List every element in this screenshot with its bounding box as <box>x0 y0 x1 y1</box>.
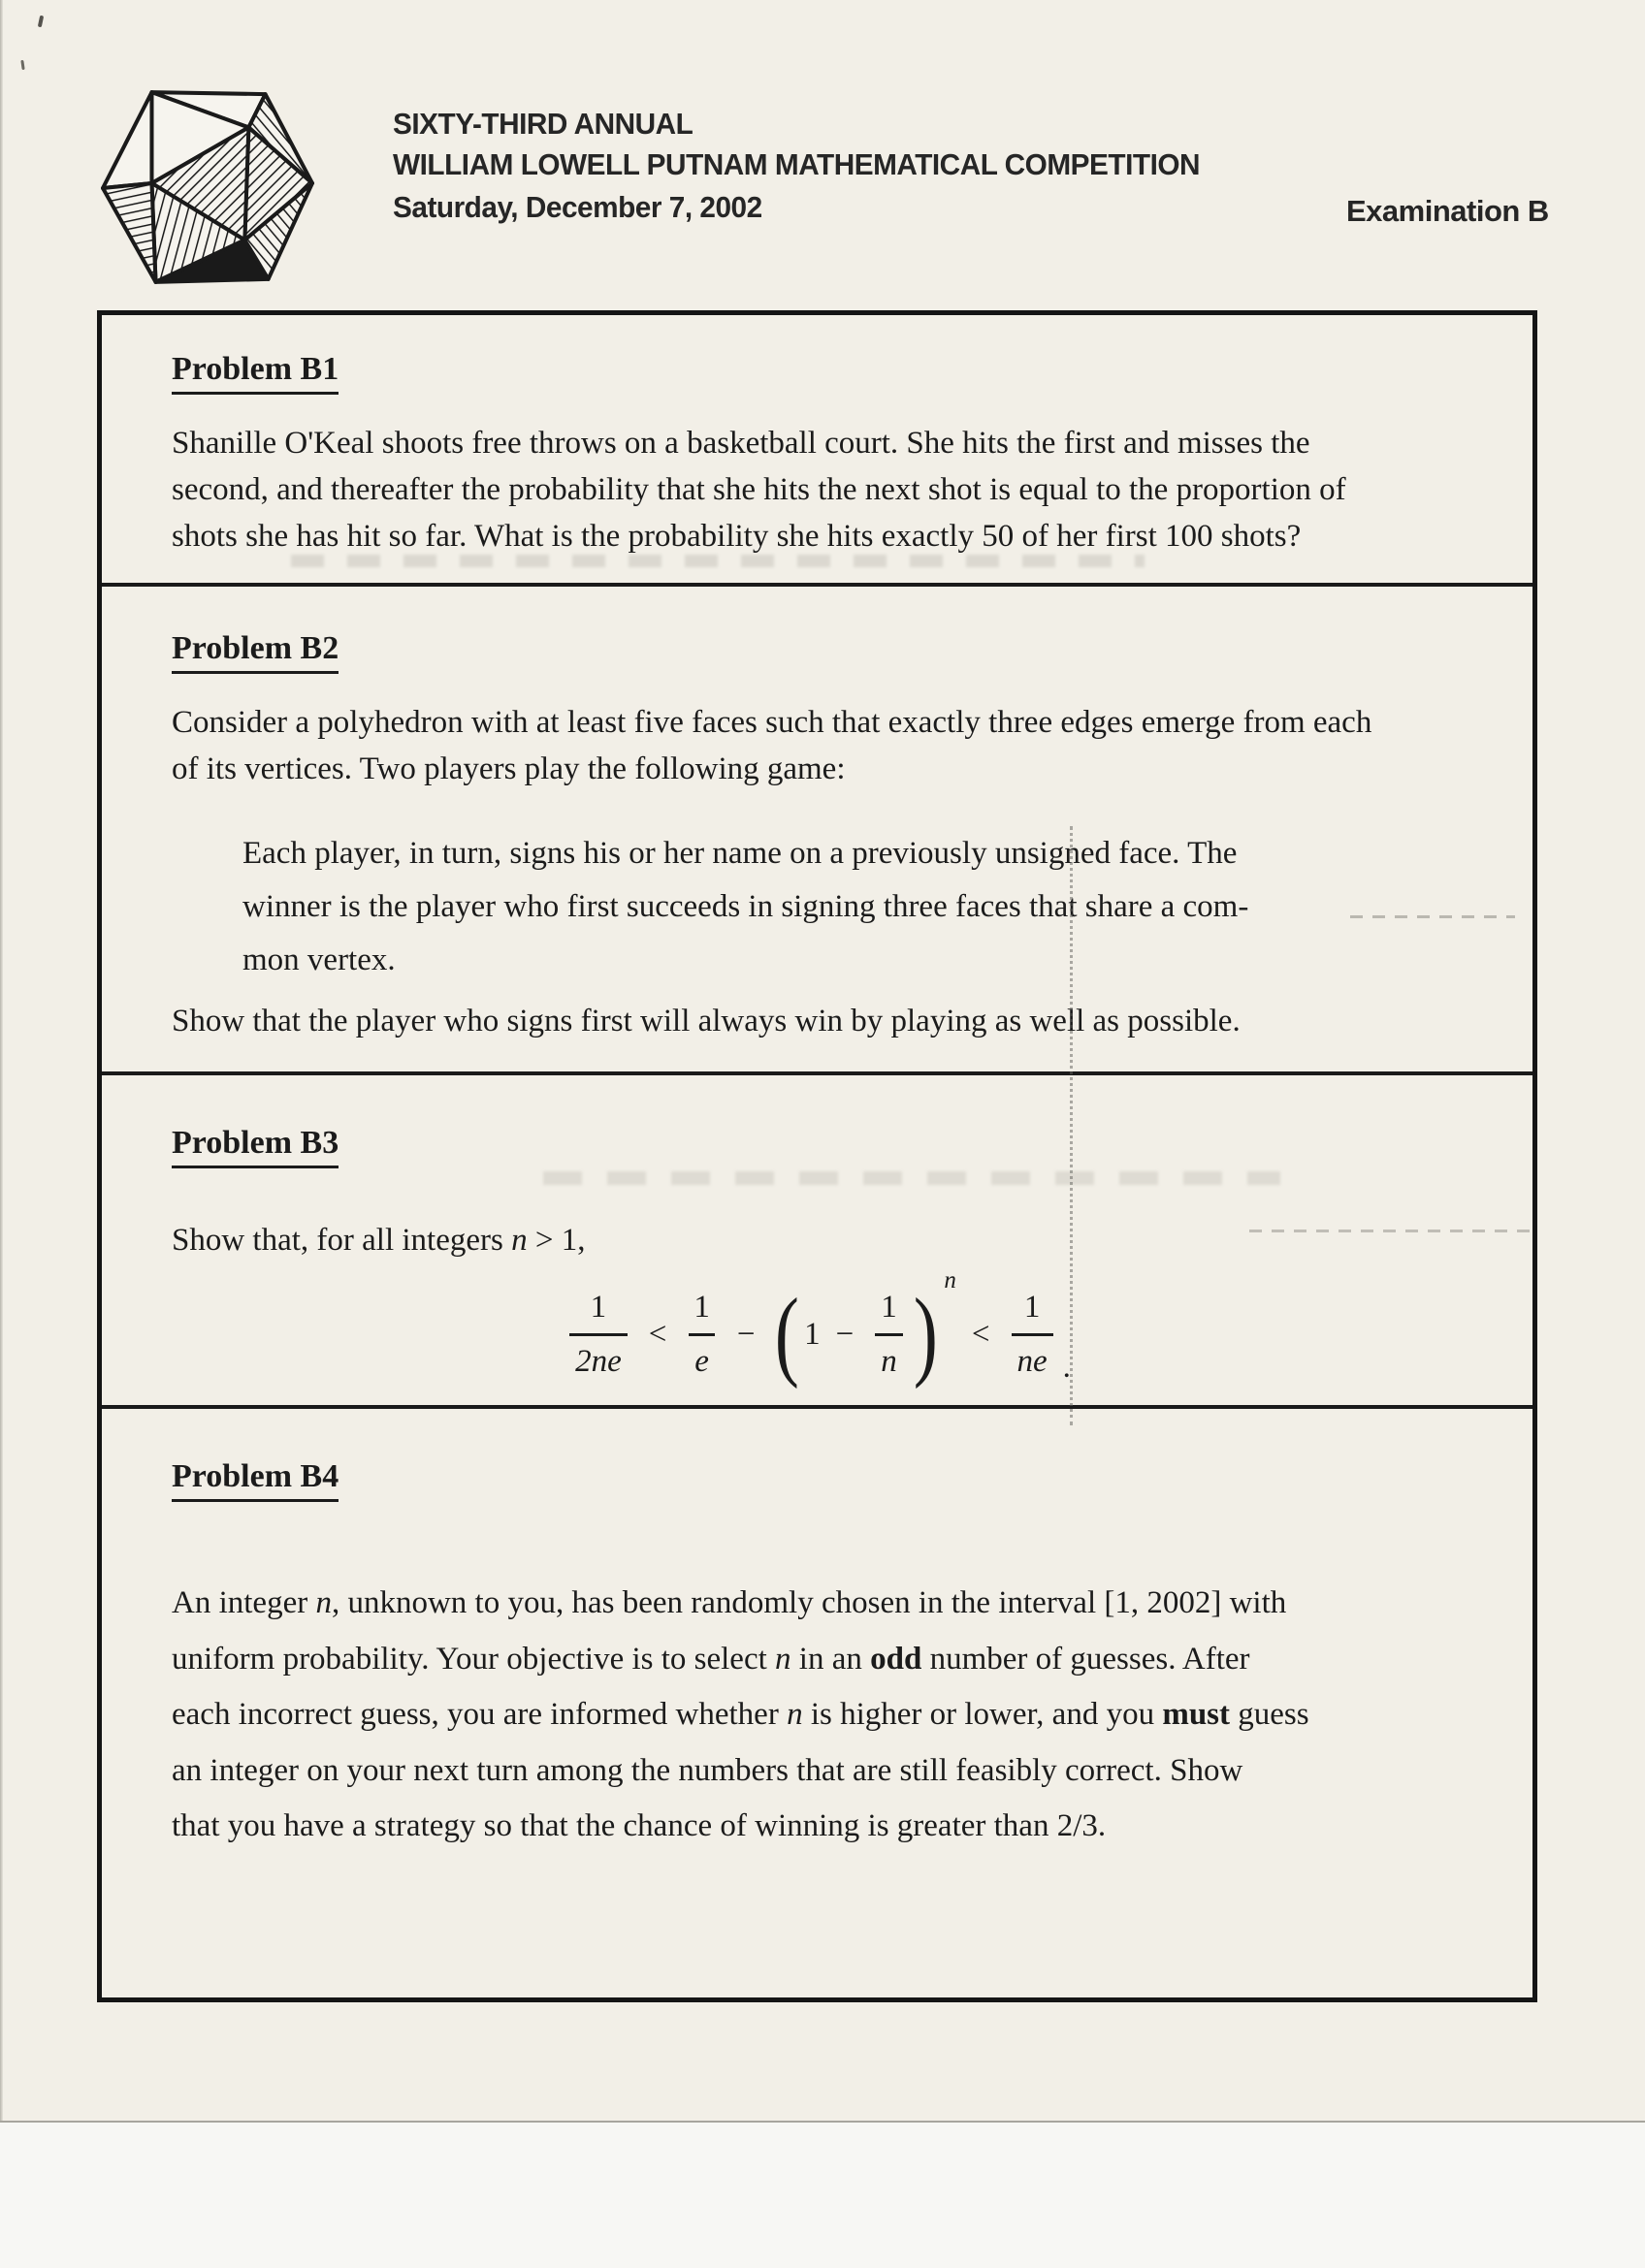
fraction-1-over-2ne: $\frac{1}{2ne}$ <box>569 1290 628 1380</box>
fraction-1-over-ne: $\frac{1}{ne}$ <box>1012 1290 1053 1380</box>
problem-b3-inequality-formula: $\frac{1}{2ne}$ < $\frac{1}{e}$ − ( 1 − $\frac{1}{n}$ ) n < $\frac{1}{ne}$ . <box>102 1262 1532 1407</box>
fraction-1-over-n: $\frac{1}{n}$ <box>875 1290 903 1380</box>
problems-box <box>97 310 1537 2002</box>
literal-one: 1 <box>804 1316 821 1352</box>
examination-label: Examination B <box>1346 194 1549 228</box>
problem-b3-title: Problem B3 <box>172 1126 339 1168</box>
scan-artifact-mark <box>38 16 44 28</box>
problem-b3-intro: Show that, for all integers n > 1, <box>172 1223 586 1258</box>
competition-title-line1: SIXTY-THIRD ANNUAL <box>393 107 693 141</box>
fraction-1-over-e: $\frac{1}{e}$ <box>688 1290 716 1380</box>
problem-b2-intro: Consider a polyhedron with at least five faces such that exactly three edges emerge from each of its vertices. Two players play the following game: <box>172 705 1372 786</box>
competition-date: Saturday, December 7, 2002 <box>393 190 762 224</box>
problem-b2-outro: Show that the player who signs first will always win by playing as well as possible. <box>172 1004 1241 1038</box>
problem-b1-title: Problem B1 <box>172 352 339 395</box>
exponent-n: n <box>944 1267 956 1294</box>
minus-sign: − <box>736 1316 756 1352</box>
section-divider <box>102 1071 1532 1075</box>
scan-artifact-mark <box>20 60 24 70</box>
scan-bottom-strip <box>0 2121 1645 2268</box>
problem-b1-statement: Shanille O'Keal shoots free throws on a basketball court. She hits the first and misses the second, and thereafter the probability that she hits the next shot is equal to the proportion of shots she has hit so far. What is the probability she hits exactly 50 of her first 100 shots? <box>172 426 1346 554</box>
minus-sign: − <box>835 1316 855 1352</box>
problem-b4-title: Problem B4 <box>172 1459 339 1502</box>
competition-title-line2: WILLIAM LOWELL PUTNAM MATHEMATICAL COMPETITION <box>393 147 1201 181</box>
problem-b2-game-rules: Each player, in turn, signs his or her name on a previously unsigned face. The winner is the player who first succeeds in signing three faces that share a com- mon vertex. <box>242 836 1249 977</box>
formula-period: . <box>1062 1350 1071 1385</box>
problem-b4-statement: An integer n, unknown to you, has been randomly chosen in the interval [1, 2002] with uniform probability. Your objective is to select n in an odd number of guesses. After each incorrect guess, you are informed whether n is higher or lower, and you must guess an integer on your next turn among the numbers that are still feasibly correct. Show that you have a strategy so that the chance of winning is greater than 2/3. <box>172 1585 1309 1843</box>
problem-b2-title: Problem B2 <box>172 631 339 674</box>
less-than-sign: < <box>648 1316 667 1352</box>
putnam-polyhedron-logo <box>101 89 316 287</box>
less-than-sign: < <box>971 1316 990 1352</box>
section-divider <box>102 583 1532 587</box>
